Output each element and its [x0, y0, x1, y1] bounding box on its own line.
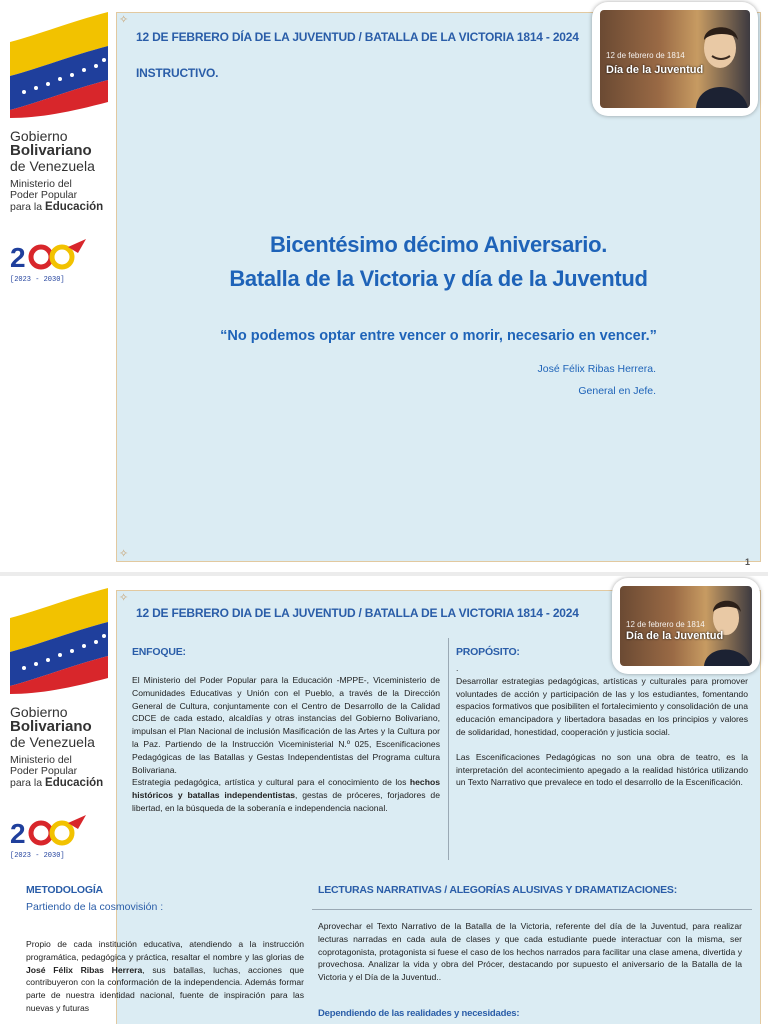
enfoque-paragraph-2a: Estrategia pedagógica, artística y cultural para el conocimiento de los — [132, 777, 410, 788]
metodologia-subtitle: Partiendo de la cosmovisión : — [26, 901, 164, 913]
ministry-text — [10, 755, 116, 789]
banner-subtitle: 12 de febrero de 1814 — [626, 619, 705, 629]
title-line-2: Batalla de la Victoria y día de la Juventud — [229, 266, 648, 291]
banner-subtitle: 12 de febrero de 1814 — [606, 51, 685, 61]
juventud-banner — [592, 2, 758, 116]
proposito-title: PROPÓSITO: — [456, 646, 520, 658]
bicentennial-logo-icon — [10, 815, 88, 859]
author-role: General en Jefe. — [578, 385, 656, 397]
gob-line-2: Bolivariano — [10, 142, 92, 160]
svg-text:2: 2 — [10, 817, 26, 849]
gob-line-3: de Venezuela — [10, 733, 95, 750]
author-name: José Félix Ribas Herrera. — [537, 363, 656, 375]
ministry-line-3b: Educación — [45, 200, 104, 213]
enfoque-paragraph-2b: hechos históricos y batallas independentistas — [132, 777, 440, 801]
bicentennial-logo-icon — [10, 239, 88, 283]
document-page-2 — [0, 576, 768, 1024]
proposito-paragraph-2: Las Escenificaciones Pedagógicas no son una obra de teatro, es la interpretación del acontecimiento apegado a la realidad histórica utilizando un Texto Narrativo que prevalece en todo el desarrollo de la Escenificación. — [456, 751, 748, 788]
banner-image — [620, 586, 752, 666]
venezuela-flag-icon — [10, 588, 108, 694]
dependiendo-title: Dependiendo de las realidades y necesidades: — [318, 1008, 520, 1019]
ministry-line-2: Poder Popular — [10, 764, 78, 777]
metodologia-paragraph-b: José Félix Ribas Herrera — [26, 964, 143, 975]
gob-line-1: Gobierno — [10, 704, 68, 720]
ministry-line-3 — [10, 777, 116, 789]
header-title: 12 DE FEBRERO DIA DE LA JUVENTUD / BATALLA DE LA VICTORIA 1814 - 2024 — [136, 606, 579, 620]
enfoque-paragraph-1: El Ministerio del Poder Popular para la Educación -MPPE-, Viceministerio de Comunidades Educativas y Unión con el Pueblo, a través de la Dirección General de Cultura, conjuntamente con el Centro de Desarrollo de la Calidad CDCE de cada estado, alcaldías y otras instancias del Gobierno Bolivariano, impulsan el Plan Nacional de inclusión Masificación de las Artes y la Cultura por la Paz. Partiendo de la Instrucción Viceministerial N.º 025, Escenificaciones Pedagógicas de las Batallas y Gestas Independentistas del Programa cultura Bolivariana. — [132, 675, 440, 775]
ministry-line-2: Poder Popular — [10, 188, 78, 201]
metodologia-paragraph-a: Propio de cada institución educativa, atendiendo a la instrucción programática, pedagógica y práctica, resaltar el nombre y las glorias de — [26, 939, 304, 962]
page-title — [116, 232, 761, 292]
government-logo — [10, 12, 116, 288]
svg-text:2: 2 — [10, 241, 26, 273]
proposito-dot: . — [456, 663, 459, 673]
bic-years: [2023 - 2030] — [10, 275, 65, 283]
proposito-text — [456, 662, 748, 789]
lecturas-text: Aprovechar el Texto Narrativo de la Batalla de la Victoria, referente del día de la Juventud, para realizar lecturas narradas en cada aula de clases y que cada estudiante puede interactuar con la misma, ser coprotagonista, protagonista si fuese el caso de los hechos narrados para facilitar una clase amena, divertida y provechosa. Analizar la vida y obra del Prócer, destacando por supuesto el aniversario de la Batalla de la Victoria y el Día de la Juventud.. — [318, 921, 742, 983]
quote-text: “No podemos optar entre vencer o morir, necesario en vencer.” — [220, 328, 657, 344]
venezuela-flag-icon — [10, 12, 108, 118]
proposito-paragraph-1: Desarrollar estrategias pedagógicas, artísticas y culturales para promover voluntades de acción y participación de las y los estudiantes, fomentando espacios formativos que posibiliten el fortalecimiento y consolidación de una educación emancipadora y libertadora basadas en los principios y valores de solidaridad, honestidad, cooperación y justicia social. — [456, 675, 748, 737]
enfoque-text — [132, 674, 440, 815]
corner-ornament: ✧ — [119, 14, 129, 26]
header-title: 12 DE FEBRERO DÍA DE LA JUVENTUD / BATALLA DE LA VICTORIA 1814 - 2024 — [136, 30, 579, 44]
page-number: 1 — [744, 557, 750, 567]
ministry-line-3 — [10, 201, 116, 213]
corner-ornament: ✧ — [119, 548, 129, 560]
enfoque-paragraph-2c: , gestas de próceres, forjadores de libertad, en la búsqueda de la soberanía e independencia nacional. — [132, 790, 440, 813]
section-divider — [312, 909, 752, 910]
title-line-1: Bicentésimo décimo Aniversario. — [269, 232, 608, 257]
banner-title: Día de la Juventud — [626, 630, 724, 642]
gob-line-3: de Venezuela — [10, 157, 95, 174]
ministry-line-3b: Educación — [45, 776, 104, 789]
gob-line-2: Bolivariano — [10, 718, 92, 736]
juventud-banner — [612, 578, 760, 674]
ministry-line-1: Ministerio del — [10, 753, 72, 766]
ministry-line-3a: para la — [10, 200, 46, 213]
banner-title: Día de la Juventud — [606, 63, 704, 76]
enfoque-title: ENFOQUE: — [132, 646, 186, 658]
lecturas-title: LECTURAS NARRATIVAS / ALEGORÍAS ALUSIVAS Y DRAMATIZACIONES: — [318, 884, 678, 896]
banner-image — [600, 10, 750, 108]
gob-line-1: Gobierno — [10, 128, 68, 144]
metodologia-title: METODOLOGÍA — [26, 884, 103, 896]
government-logo — [10, 588, 116, 864]
metodologia-text — [26, 938, 304, 1015]
column-divider — [448, 638, 449, 860]
metodologia-paragraph-c: , sus batallas, luchas, acciones que contribuyeron con la conformación de la independencia. Además formar parte de nuestra identidad nacional, fuente de inspiración para las nuevas y futuras — [26, 964, 304, 1013]
corner-ornament: ✧ — [119, 592, 129, 604]
ministry-line-1: Ministerio del — [10, 177, 72, 190]
ministry-line-3a: para la — [10, 776, 46, 789]
ministry-text — [10, 179, 116, 213]
bic-years: [2023 - 2030] — [10, 851, 65, 859]
instructivo-label: INSTRUCTIVO. — [136, 66, 219, 80]
